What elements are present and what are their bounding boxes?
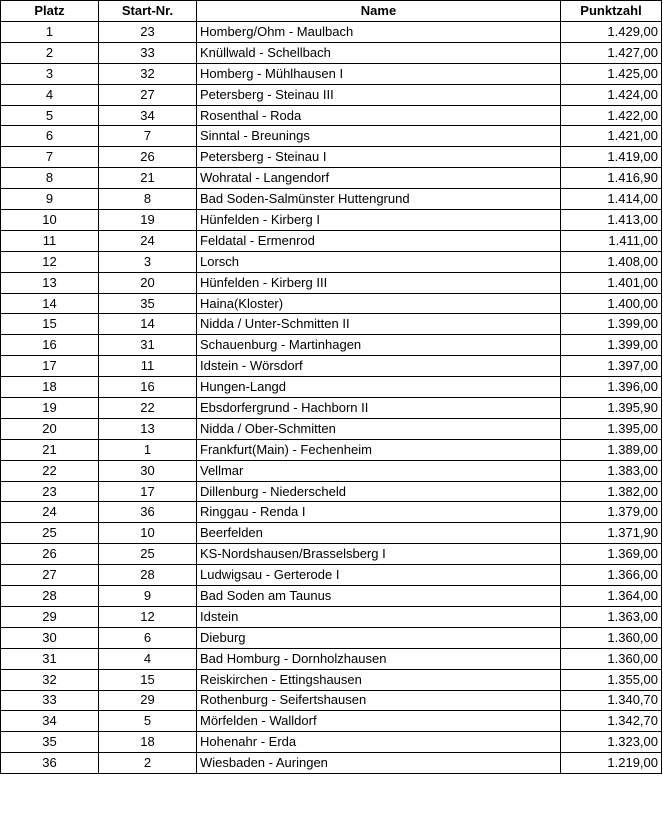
cell-start-nr: 35 xyxy=(99,293,197,314)
cell-platz: 19 xyxy=(1,398,99,419)
cell-punktzahl: 1.340,70 xyxy=(561,690,662,711)
cell-start-nr: 13 xyxy=(99,418,197,439)
cell-platz: 12 xyxy=(1,251,99,272)
cell-punktzahl: 1.424,00 xyxy=(561,84,662,105)
cell-start-nr: 17 xyxy=(99,481,197,502)
table-row xyxy=(1,168,662,189)
cell-start-nr: 5 xyxy=(99,711,197,732)
header-row xyxy=(1,1,662,22)
cell-start-nr: 29 xyxy=(99,690,197,711)
table-row xyxy=(1,189,662,210)
cell-platz: 2 xyxy=(1,42,99,63)
cell-start-nr: 14 xyxy=(99,314,197,335)
table-row xyxy=(1,627,662,648)
cell-platz: 6 xyxy=(1,126,99,147)
cell-start-nr: 6 xyxy=(99,627,197,648)
cell-start-nr: 23 xyxy=(99,22,197,43)
cell-platz: 27 xyxy=(1,565,99,586)
cell-platz: 31 xyxy=(1,648,99,669)
cell-start-nr: 9 xyxy=(99,586,197,607)
cell-start-nr: 21 xyxy=(99,168,197,189)
cell-platz: 10 xyxy=(1,210,99,231)
cell-start-nr: 27 xyxy=(99,84,197,105)
cell-start-nr: 28 xyxy=(99,565,197,586)
cell-name: Mörfelden - Walldorf xyxy=(197,711,561,732)
cell-platz: 7 xyxy=(1,147,99,168)
cell-punktzahl: 1.395,90 xyxy=(561,398,662,419)
cell-name: Homberg - Mühlhausen I xyxy=(197,63,561,84)
table-header xyxy=(1,1,662,22)
table-row xyxy=(1,356,662,377)
table-row xyxy=(1,230,662,251)
cell-punktzahl: 1.397,00 xyxy=(561,356,662,377)
cell-start-nr: 4 xyxy=(99,648,197,669)
cell-punktzahl: 1.395,00 xyxy=(561,418,662,439)
cell-name: Petersberg - Steinau III xyxy=(197,84,561,105)
cell-name: Idstein xyxy=(197,606,561,627)
table-row xyxy=(1,22,662,43)
cell-start-nr: 34 xyxy=(99,105,197,126)
column-header-start-nr: Start-Nr. xyxy=(99,1,197,22)
cell-platz: 35 xyxy=(1,732,99,753)
cell-name: Idstein - Wörsdorf xyxy=(197,356,561,377)
table-body xyxy=(1,22,662,774)
cell-punktzahl: 1.366,00 xyxy=(561,565,662,586)
cell-start-nr: 20 xyxy=(99,272,197,293)
table-row xyxy=(1,481,662,502)
table-row xyxy=(1,377,662,398)
table-row xyxy=(1,669,662,690)
cell-start-nr: 24 xyxy=(99,230,197,251)
cell-start-nr: 30 xyxy=(99,460,197,481)
cell-start-nr: 8 xyxy=(99,189,197,210)
cell-platz: 11 xyxy=(1,230,99,251)
table-row xyxy=(1,210,662,231)
cell-platz: 3 xyxy=(1,63,99,84)
cell-platz: 17 xyxy=(1,356,99,377)
cell-name: Hünfelden - Kirberg I xyxy=(197,210,561,231)
cell-name: Ludwigsau - Gerterode I xyxy=(197,565,561,586)
cell-platz: 36 xyxy=(1,753,99,774)
cell-name: Rosenthal - Roda xyxy=(197,105,561,126)
cell-punktzahl: 1.389,00 xyxy=(561,439,662,460)
cell-name: Nidda / Ober-Schmitten xyxy=(197,418,561,439)
cell-punktzahl: 1.360,00 xyxy=(561,648,662,669)
table-row xyxy=(1,690,662,711)
column-header-platz: Platz xyxy=(1,1,99,22)
cell-platz: 5 xyxy=(1,105,99,126)
cell-name: Reiskirchen - Ettingshausen xyxy=(197,669,561,690)
cell-punktzahl: 1.363,00 xyxy=(561,606,662,627)
cell-punktzahl: 1.360,00 xyxy=(561,627,662,648)
cell-name: Bad Soden-Salmünster Huttengrund xyxy=(197,189,561,210)
column-header-punktzahl: Punktzahl xyxy=(561,1,662,22)
cell-punktzahl: 1.411,00 xyxy=(561,230,662,251)
cell-punktzahl: 1.219,00 xyxy=(561,753,662,774)
cell-name: Ebsdorfergrund - Hachborn II xyxy=(197,398,561,419)
cell-platz: 34 xyxy=(1,711,99,732)
cell-platz: 8 xyxy=(1,168,99,189)
cell-punktzahl: 1.379,00 xyxy=(561,502,662,523)
table-row xyxy=(1,398,662,419)
cell-platz: 29 xyxy=(1,606,99,627)
cell-name: Sinntal - Breunings xyxy=(197,126,561,147)
cell-punktzahl: 1.422,00 xyxy=(561,105,662,126)
cell-platz: 21 xyxy=(1,439,99,460)
table-row xyxy=(1,523,662,544)
cell-punktzahl: 1.400,00 xyxy=(561,293,662,314)
cell-punktzahl: 1.382,00 xyxy=(561,481,662,502)
table-row xyxy=(1,314,662,335)
cell-start-nr: 3 xyxy=(99,251,197,272)
table-row xyxy=(1,586,662,607)
cell-name: Dieburg xyxy=(197,627,561,648)
cell-punktzahl: 1.401,00 xyxy=(561,272,662,293)
column-header-name: Name xyxy=(197,1,561,22)
cell-name: Lorsch xyxy=(197,251,561,272)
table-row xyxy=(1,251,662,272)
table-row xyxy=(1,460,662,481)
cell-punktzahl: 1.364,00 xyxy=(561,586,662,607)
cell-name: Rothenburg - Seifertshausen xyxy=(197,690,561,711)
cell-punktzahl: 1.425,00 xyxy=(561,63,662,84)
cell-start-nr: 1 xyxy=(99,439,197,460)
table-row xyxy=(1,272,662,293)
cell-platz: 16 xyxy=(1,335,99,356)
cell-platz: 25 xyxy=(1,523,99,544)
cell-punktzahl: 1.421,00 xyxy=(561,126,662,147)
table-row xyxy=(1,648,662,669)
table-row xyxy=(1,147,662,168)
cell-punktzahl: 1.396,00 xyxy=(561,377,662,398)
table-row xyxy=(1,418,662,439)
cell-name: Vellmar xyxy=(197,460,561,481)
cell-name: Hungen-Langd xyxy=(197,377,561,398)
cell-name: Petersberg - Steinau I xyxy=(197,147,561,168)
cell-name: Wohratal - Langendorf xyxy=(197,168,561,189)
cell-start-nr: 10 xyxy=(99,523,197,544)
cell-punktzahl: 1.399,00 xyxy=(561,314,662,335)
cell-platz: 20 xyxy=(1,418,99,439)
cell-punktzahl: 1.355,00 xyxy=(561,669,662,690)
cell-start-nr: 7 xyxy=(99,126,197,147)
cell-name: Ringgau - Renda I xyxy=(197,502,561,523)
cell-name: Homberg/Ohm - Maulbach xyxy=(197,22,561,43)
cell-platz: 26 xyxy=(1,544,99,565)
cell-platz: 33 xyxy=(1,690,99,711)
cell-punktzahl: 1.429,00 xyxy=(561,22,662,43)
cell-punktzahl: 1.427,00 xyxy=(561,42,662,63)
cell-platz: 1 xyxy=(1,22,99,43)
cell-start-nr: 12 xyxy=(99,606,197,627)
table-row xyxy=(1,544,662,565)
cell-platz: 9 xyxy=(1,189,99,210)
cell-punktzahl: 1.413,00 xyxy=(561,210,662,231)
cell-start-nr: 11 xyxy=(99,356,197,377)
cell-name: Knüllwald - Schellbach xyxy=(197,42,561,63)
table-row xyxy=(1,732,662,753)
cell-platz: 28 xyxy=(1,586,99,607)
table-row xyxy=(1,84,662,105)
cell-name: Wiesbaden - Auringen xyxy=(197,753,561,774)
cell-start-nr: 33 xyxy=(99,42,197,63)
table-row xyxy=(1,42,662,63)
table-row xyxy=(1,105,662,126)
cell-punktzahl: 1.416,90 xyxy=(561,168,662,189)
table-row xyxy=(1,502,662,523)
cell-name: Bad Soden am Taunus xyxy=(197,586,561,607)
cell-platz: 22 xyxy=(1,460,99,481)
table-row xyxy=(1,753,662,774)
cell-name: Hohenahr - Erda xyxy=(197,732,561,753)
cell-start-nr: 36 xyxy=(99,502,197,523)
cell-start-nr: 31 xyxy=(99,335,197,356)
cell-start-nr: 18 xyxy=(99,732,197,753)
cell-platz: 18 xyxy=(1,377,99,398)
cell-name: Beerfelden xyxy=(197,523,561,544)
table-row xyxy=(1,606,662,627)
table-row xyxy=(1,711,662,732)
table-row xyxy=(1,293,662,314)
cell-punktzahl: 1.369,00 xyxy=(561,544,662,565)
cell-start-nr: 15 xyxy=(99,669,197,690)
cell-start-nr: 25 xyxy=(99,544,197,565)
cell-name: Nidda / Unter-Schmitten II xyxy=(197,314,561,335)
cell-name: Frankfurt(Main) - Fechenheim xyxy=(197,439,561,460)
cell-platz: 14 xyxy=(1,293,99,314)
cell-name: Hünfelden - Kirberg III xyxy=(197,272,561,293)
cell-punktzahl: 1.408,00 xyxy=(561,251,662,272)
cell-name: Dillenburg - Niederscheld xyxy=(197,481,561,502)
table-row xyxy=(1,565,662,586)
cell-name: Haina(Kloster) xyxy=(197,293,561,314)
cell-punktzahl: 1.399,00 xyxy=(561,335,662,356)
cell-start-nr: 22 xyxy=(99,398,197,419)
cell-punktzahl: 1.342,70 xyxy=(561,711,662,732)
cell-platz: 15 xyxy=(1,314,99,335)
cell-start-nr: 2 xyxy=(99,753,197,774)
cell-start-nr: 32 xyxy=(99,63,197,84)
cell-name: Schauenburg - Martinhagen xyxy=(197,335,561,356)
table-row xyxy=(1,335,662,356)
cell-punktzahl: 1.414,00 xyxy=(561,189,662,210)
table-row xyxy=(1,63,662,84)
cell-punktzahl: 1.419,00 xyxy=(561,147,662,168)
cell-punktzahl: 1.323,00 xyxy=(561,732,662,753)
cell-punktzahl: 1.371,90 xyxy=(561,523,662,544)
cell-name: Bad Homburg - Dornholzhausen xyxy=(197,648,561,669)
cell-platz: 23 xyxy=(1,481,99,502)
cell-platz: 24 xyxy=(1,502,99,523)
table-row xyxy=(1,439,662,460)
cell-start-nr: 26 xyxy=(99,147,197,168)
cell-name: KS-Nordshausen/Brasselsberg I xyxy=(197,544,561,565)
cell-punktzahl: 1.383,00 xyxy=(561,460,662,481)
cell-platz: 30 xyxy=(1,627,99,648)
table-row xyxy=(1,126,662,147)
cell-platz: 13 xyxy=(1,272,99,293)
cell-start-nr: 19 xyxy=(99,210,197,231)
cell-platz: 32 xyxy=(1,669,99,690)
cell-platz: 4 xyxy=(1,84,99,105)
cell-start-nr: 16 xyxy=(99,377,197,398)
cell-name: Feldatal - Ermenrod xyxy=(197,230,561,251)
